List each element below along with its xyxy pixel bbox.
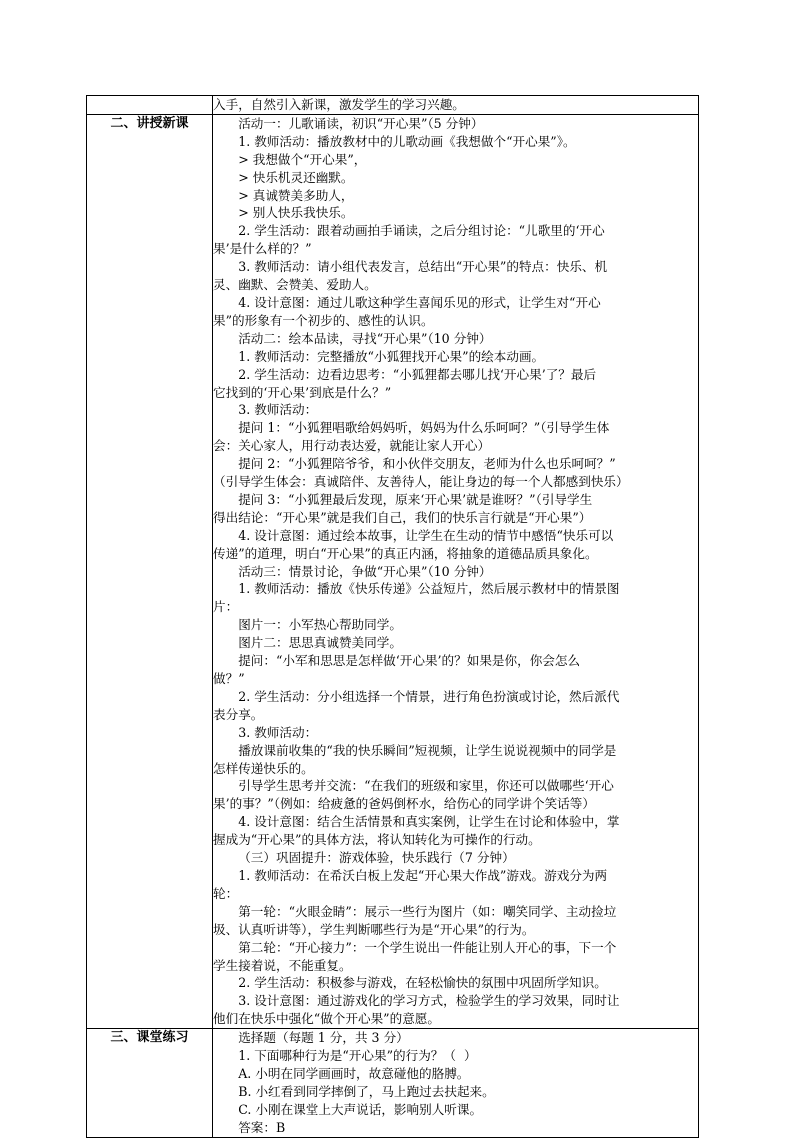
content-line: 3. 设计意图：通过游戏化的学习方式，检验学生的学习效果，同时让 [238,993,620,1009]
content-line: 怎样传递快乐的。 [213,760,314,776]
content-line: > 我想做个“开心果”， [238,151,367,167]
content-line: 圾、认真听讲等），学生判断哪些行为是“开心果”的行为。 [213,921,535,937]
section-label: 三、课堂练习 [87,1029,213,1137]
content-line: 图片一：小军热心帮助同学。 [238,617,402,633]
content-line: 4. 设计意图：通过儿歌这种学生喜闻乐见的形式，让学生对“开心 [238,294,601,310]
content-line: 3. 教师活动：请小组代表发言，总结出“开心果”的特点：快乐、机 [238,259,608,275]
content-line: C. 小刚在课堂上大声说话，影响别人听课。 [238,1101,483,1117]
section-label [87,96,213,115]
content-line: 提问 3：“小狐狸最后发现，原来‘开心果’就是谁呀？”（引导学生 [238,491,593,507]
section-content [213,96,699,115]
content-line: 3. 教师活动： [238,402,318,418]
content-line: 1. 教师活动：完整播放“小狐狸找开心果”的绘本动画。 [238,348,545,364]
content-line: 提问 1：“小狐狸唱歌给妈妈听，妈妈为什么乐呵呵？”（引导学生体 [238,420,610,436]
content-line: 活动一：儿歌诵读，初识“开心果”（5 分钟） [238,115,484,131]
content-line: 4. 设计意图：结合生活情景和真实案例，让学生在讨论和体验中，掌 [238,814,620,830]
content-line: 第一轮：“火眼金睛”：展示一些行为图片（如：嘲笑同学、主动捡垃 [238,903,617,919]
content-line: > 别人快乐我快乐。 [238,205,354,221]
content-line: 答案：B [238,1119,286,1135]
content-line: 做？” [213,671,245,686]
content-line: 果’的事？”（例如：给疲惫的爸妈倒杯水，给伤心的同学讲个笑话等） [213,796,595,812]
content-line: （引导学生体会：真诚陪伴、友善待人，能让身边的每一个人都感到快乐） [213,474,629,490]
content-line: 得出结论：“开心果”就是我们自己，我们的快乐言行就是“开心果”） [213,509,592,525]
content-line: 1. 教师活动：播放教材中的儿歌动画《我想做个“开心果”》。 [238,133,576,149]
content-line: 灵、幽默、会赞美、爱助人。 [213,277,377,293]
content-line: 表分享。 [213,706,264,722]
section-content [213,114,699,1028]
content-line: 提问：“小军和思思是怎样做‘开心果’的？如果是你，你会怎么 [238,653,581,669]
intro-continuation-row [87,96,699,115]
content-line: 他们在快乐中强化“做个开心果”的意愿。 [213,1011,440,1027]
content-line: 2. 学生活动：积极参与游戏，在轻松愉快的氛围中巩固所学知识。 [238,975,607,991]
content-line: 活动三：情景讨论，争做“开心果”（10 分钟） [238,563,492,579]
content-line: 提问 2：“小狐狸陪爷爷，和小伙伴交朋友，老师为什么也乐呵呵？” [238,456,616,472]
content-line: 2. 学生活动：边看边思考：“小狐狸都去哪儿找‘开心果’了？最后 [238,366,597,382]
content-line: 1. 下面哪种行为是“开心果”的行为？（ ） [238,1048,477,1064]
content-line: B. 小红看到同学摔倒了，马上跑过去扶起来。 [238,1083,495,1099]
class-exercise-row [87,1029,699,1137]
new-lesson-row [87,114,699,1028]
content-line: 3. 教师活动： [238,724,318,740]
content-line: 握成为“开心果”的具体方法，将认知转化为可操作的行动。 [213,832,541,848]
content-line: 果”的形象有一个初步的、感性的认识。 [213,312,434,328]
content-line: 4. 设计意图：通过绘本故事，让学生在生动的情节中感悟“快乐可以 [238,527,614,543]
content-line: （三）巩固提升：游戏体验，快乐践行（7 分钟） [238,850,515,866]
content-line: A. 小明在同学画画时，故意碰他的胳膊。 [238,1065,470,1081]
content-line: 2. 学生活动：分小组选择一个情景，进行角色扮演或讨论，然后派代 [238,688,620,704]
lesson-plan-table [86,95,699,1138]
content-line: 活动二：绘本品读，寻找“开心果”（10 分钟） [238,330,492,346]
content-line: 入手，自然引入新课，激发学生的学习兴趣。 [213,97,465,112]
content-line: 选择题（每题 1 分，共 3 分） [238,1030,409,1046]
content-line: 轮： [213,885,239,901]
content-line: > 真诚赞美多助人， [238,187,354,203]
content-line: 1. 教师活动：播放《快乐传递》公益短片，然后展示教材中的情景图 [238,581,620,597]
content-line: 2. 学生活动：跟着动画拍手诵读，之后分组讨论：“儿歌里的‘开心 [238,223,605,239]
content-line: 传递”的道理，明白“开心果”的真正内涵，将抽象的道德品质具象化。 [213,545,598,561]
content-line: 会：关心家人，用行动表达爱，就能让家人开心） [213,438,491,454]
content-line: 1. 教师活动：在希沃白板上发起“开心果大作战”游戏。游戏分为两 [238,867,608,883]
section-content [213,1029,699,1137]
section-label: 二、讲授新课 [87,114,213,1028]
content-line: 第二轮：“开心接力”：一个学生说出一件能让别人开心的事，下一个 [238,939,617,955]
content-line: 图片二：思思真诚赞美同学。 [238,635,402,651]
content-line: 学生接着说，不能重复。 [213,957,352,973]
content-line: 片： [213,599,239,615]
content-line: 它找到的‘开心果’到底是什么？” [213,384,392,400]
content-line: 引导学生思考并交流：“在我们的班级和家里，你还可以做哪些‘开心 [238,778,614,794]
content-line: 果’是什么样的？” [213,241,312,257]
content-line: 播放课前收集的“我的快乐瞬间”短视频，让学生说说视频中的同学是 [238,742,617,758]
content-line: > 快乐机灵还幽默。 [238,169,354,185]
